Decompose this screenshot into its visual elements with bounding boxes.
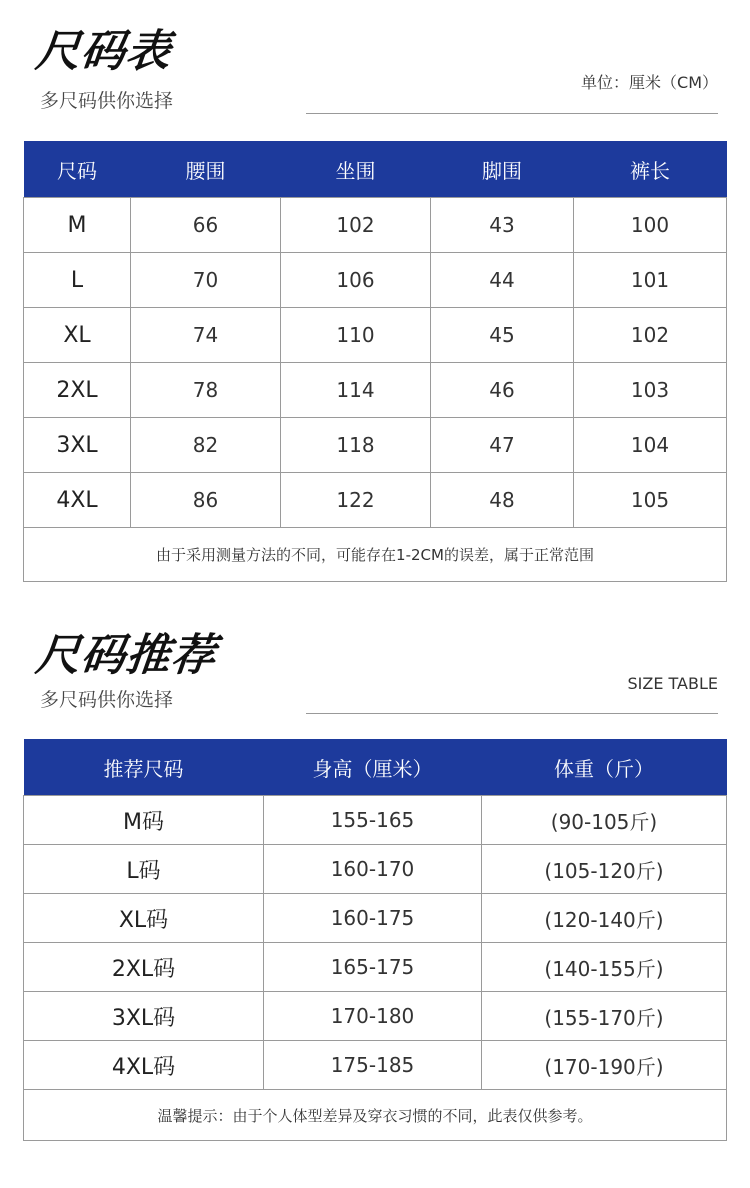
table-row	[24, 473, 727, 528]
recommended-size-cell: 2XL码	[24, 943, 264, 992]
size-cell: XL	[24, 308, 131, 363]
table-header-row	[24, 739, 727, 796]
weight-cell: (90-105斤)	[482, 796, 727, 845]
header-recommended-size: 推荐尺码	[24, 739, 264, 796]
recommended-size-cell: 3XL码	[24, 992, 264, 1041]
header-waist: 腰围	[131, 141, 281, 198]
table-note-row	[24, 528, 727, 582]
length-cell: 105	[574, 473, 727, 528]
measurement-note: 由于采用测量方法的不同，可能存在1-2CM的误差，属于正常范围	[24, 528, 727, 582]
unit-note: 单位：厘米（CM）	[581, 73, 718, 92]
size-chart-table	[23, 141, 727, 582]
length-cell: 101	[574, 253, 727, 308]
hip-cell: 106	[281, 253, 431, 308]
table-header-row	[24, 141, 727, 198]
leg-opening-cell: 44	[431, 253, 574, 308]
size-cell: 4XL	[24, 473, 131, 528]
header-length: 裤长	[574, 141, 727, 198]
hip-cell: 110	[281, 308, 431, 363]
waist-cell: 86	[131, 473, 281, 528]
header-weight: 体重（斤）	[482, 739, 727, 796]
recommended-size-cell: 4XL码	[24, 1041, 264, 1090]
table-row	[24, 198, 727, 253]
hip-cell: 114	[281, 363, 431, 418]
table-row	[24, 363, 727, 418]
size-recommend-section	[0, 600, 750, 1188]
hip-cell: 102	[281, 198, 431, 253]
height-cell: 175-185	[264, 1041, 482, 1090]
length-cell: 102	[574, 308, 727, 363]
header-hip: 坐围	[281, 141, 431, 198]
leg-opening-cell: 48	[431, 473, 574, 528]
hip-cell: 122	[281, 473, 431, 528]
size-recommend-subtitle: 多尺码供你选择	[40, 689, 174, 711]
recommended-size-cell: L码	[24, 845, 264, 894]
table-row	[24, 308, 727, 363]
leg-opening-cell: 43	[431, 198, 574, 253]
size-chart-title: 尺码表	[33, 26, 174, 77]
table-note-row	[24, 1090, 727, 1141]
table-row	[24, 845, 727, 894]
weight-cell: (155-170斤)	[482, 992, 727, 1041]
header-leg-opening: 脚围	[431, 141, 574, 198]
waist-cell: 74	[131, 308, 281, 363]
height-cell: 165-175	[264, 943, 482, 992]
leg-opening-cell: 47	[431, 418, 574, 473]
header-size: 尺码	[24, 141, 131, 198]
weight-cell: (105-120斤)	[482, 845, 727, 894]
length-cell: 104	[574, 418, 727, 473]
title-divider	[306, 713, 718, 714]
recommended-size-cell: M码	[24, 796, 264, 845]
table-row	[24, 894, 727, 943]
title-divider	[306, 113, 718, 114]
size-chart-subtitle: 多尺码供你选择	[40, 90, 174, 112]
size-cell: M	[24, 198, 131, 253]
waist-cell: 78	[131, 363, 281, 418]
header-height: 身高（厘米）	[264, 739, 482, 796]
length-cell: 103	[574, 363, 727, 418]
waist-cell: 70	[131, 253, 281, 308]
table-row	[24, 992, 727, 1041]
table-row	[24, 253, 727, 308]
length-cell: 100	[574, 198, 727, 253]
weight-cell: (170-190斤)	[482, 1041, 727, 1090]
height-cell: 155-165	[264, 796, 482, 845]
fit-tip-note: 温馨提示：由于个人体型差异及穿衣习惯的不同，此表仅供参考。	[24, 1090, 727, 1141]
table-row	[24, 1041, 727, 1090]
size-chart-section	[0, 0, 750, 590]
waist-cell: 66	[131, 198, 281, 253]
size-cell: 3XL	[24, 418, 131, 473]
height-cell: 160-175	[264, 894, 482, 943]
height-cell: 170-180	[264, 992, 482, 1041]
table-row	[24, 418, 727, 473]
size-table-label: SIZE TABLE	[627, 674, 718, 693]
weight-cell: (140-155斤)	[482, 943, 727, 992]
size-cell: 2XL	[24, 363, 131, 418]
size-cell: L	[24, 253, 131, 308]
height-cell: 160-170	[264, 845, 482, 894]
recommended-size-cell: XL码	[24, 894, 264, 943]
table-row	[24, 943, 727, 992]
leg-opening-cell: 45	[431, 308, 574, 363]
leg-opening-cell: 46	[431, 363, 574, 418]
hip-cell: 118	[281, 418, 431, 473]
size-recommend-table	[23, 739, 727, 1141]
size-recommend-title: 尺码推荐	[33, 630, 219, 681]
table-row	[24, 796, 727, 845]
waist-cell: 82	[131, 418, 281, 473]
weight-cell: (120-140斤)	[482, 894, 727, 943]
